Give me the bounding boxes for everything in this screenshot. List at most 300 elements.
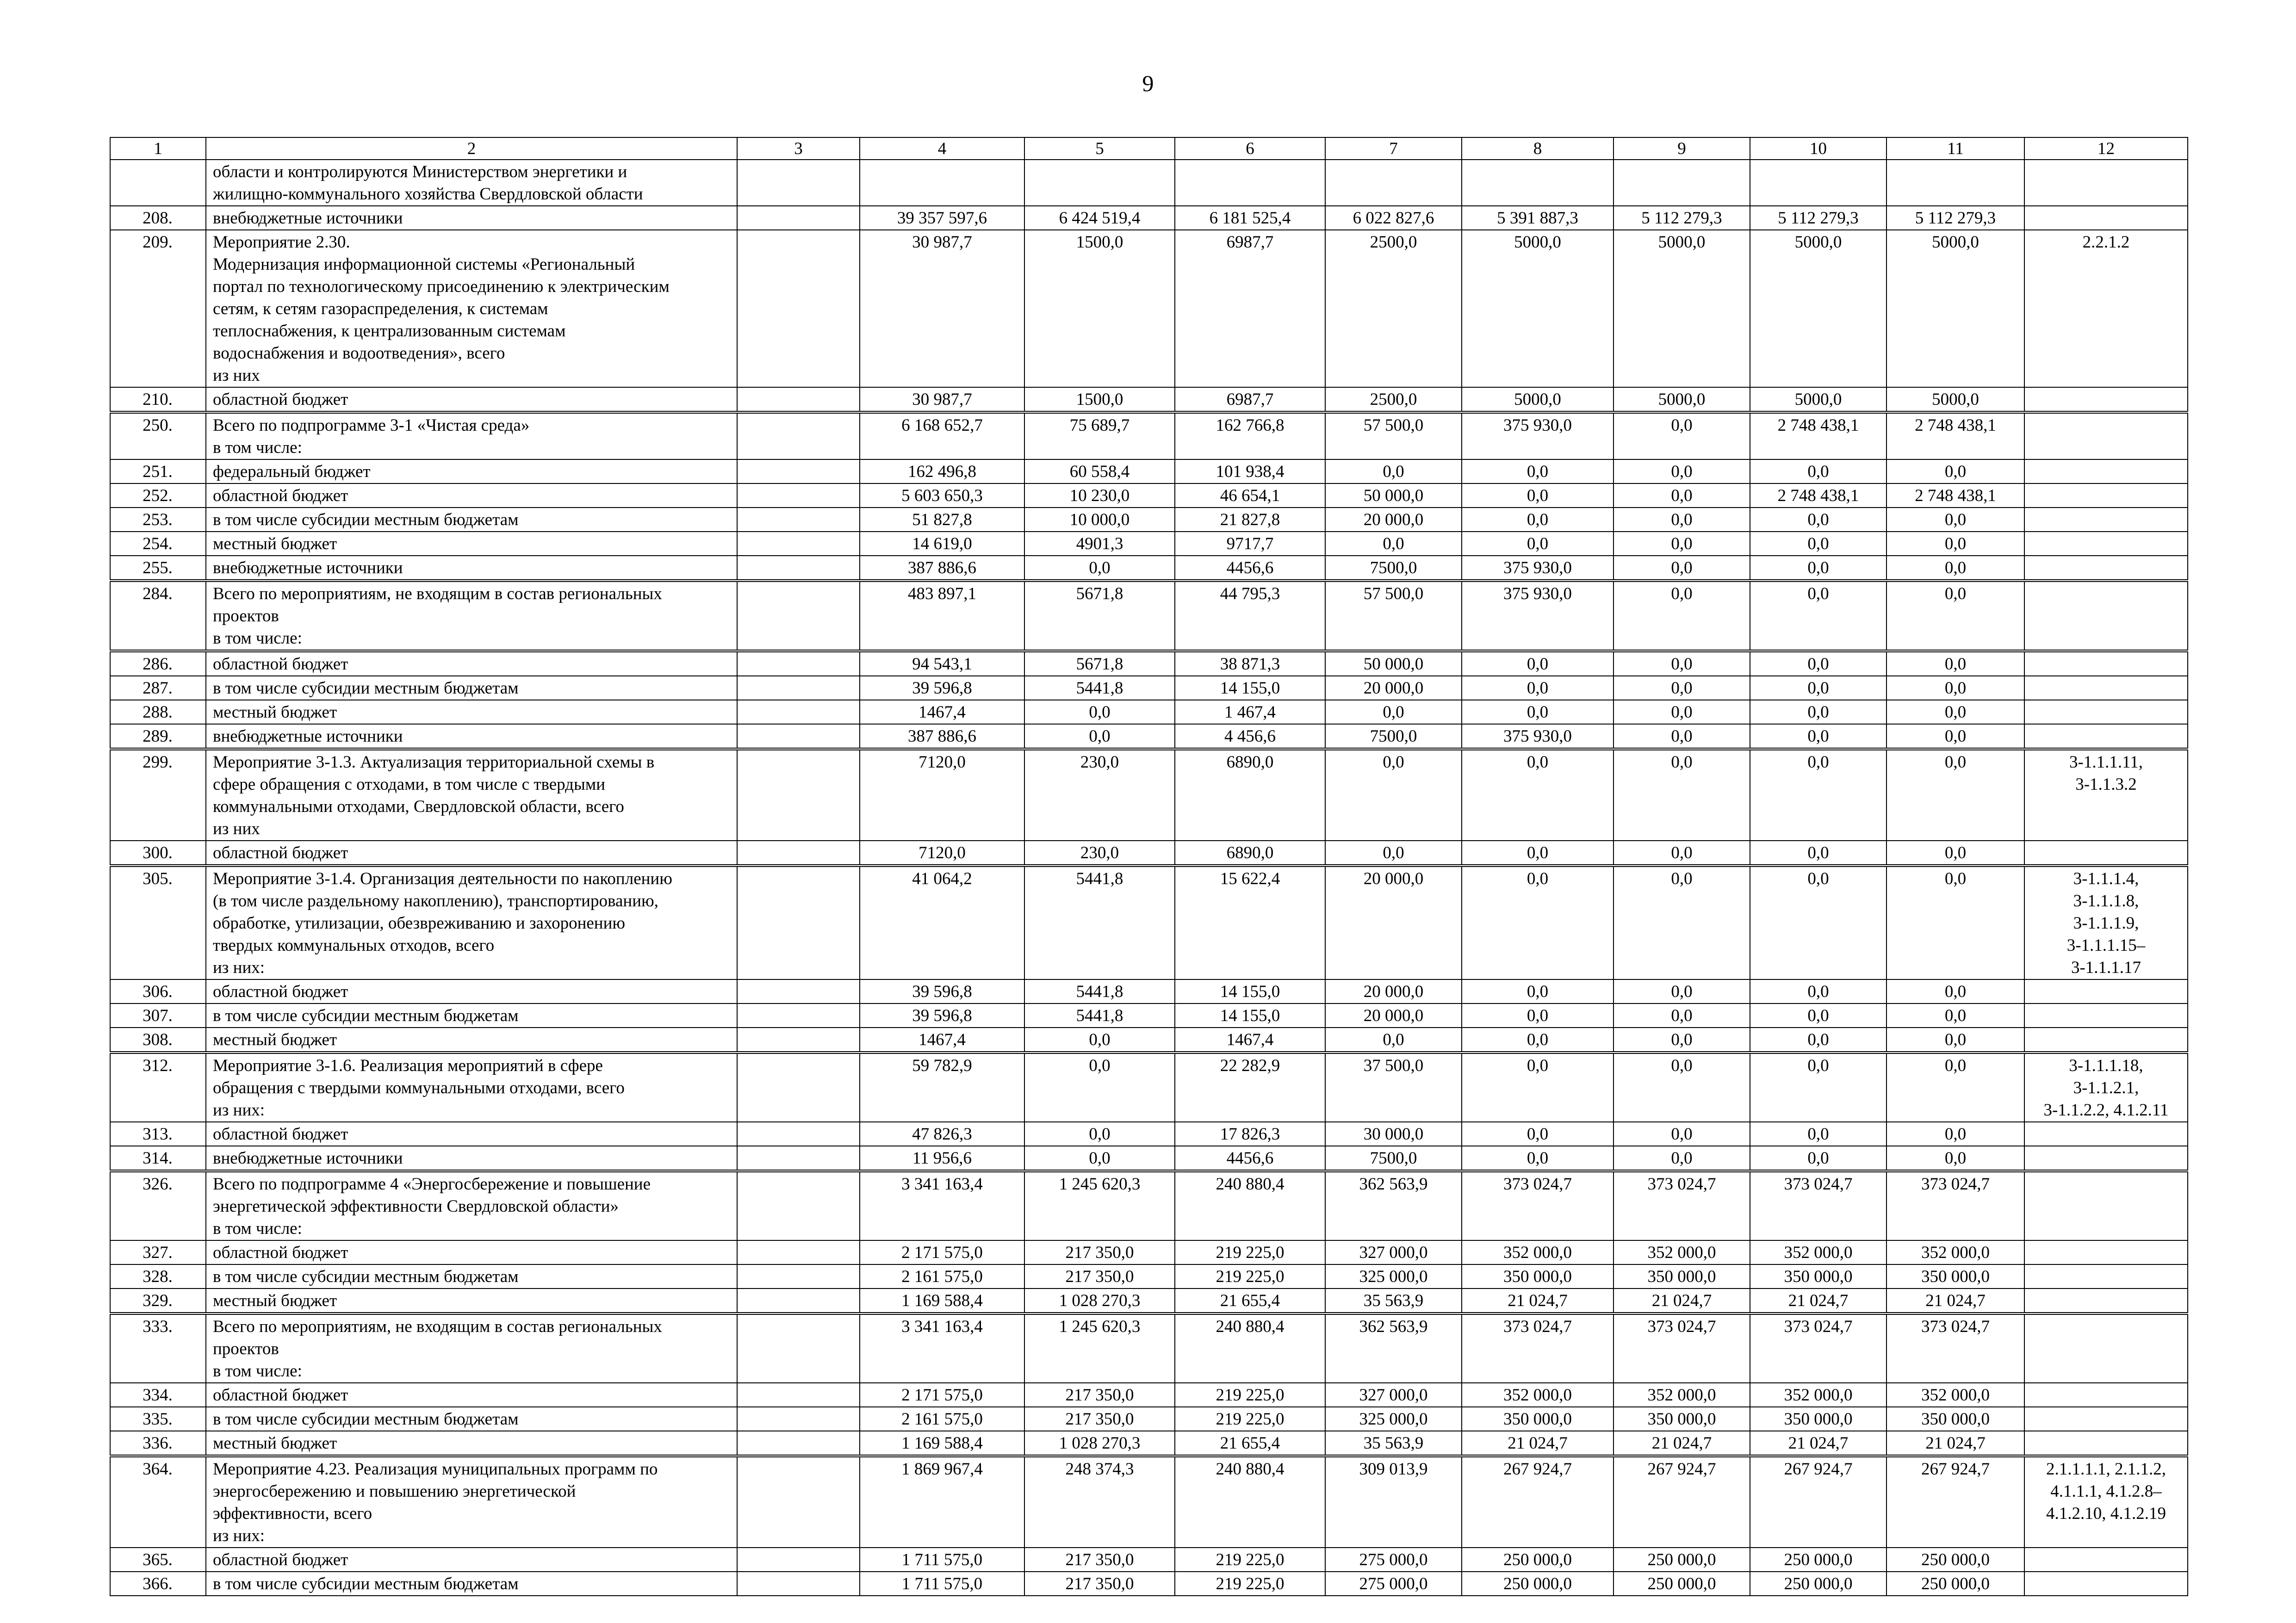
value-cell: 0,0 <box>1886 1004 2024 1028</box>
column-3-cell <box>737 1028 860 1053</box>
value-cell: 2500,0 <box>1325 230 1462 387</box>
value-cell: 162 496,8 <box>860 459 1024 483</box>
value-cell: 6987,7 <box>1175 230 1325 387</box>
target-code: 3-1.1.1.11, 3-1.1.3.2 <box>2024 749 2188 841</box>
table-row <box>110 459 2188 483</box>
row-number: 314. <box>110 1146 206 1171</box>
table-row <box>110 1264 2188 1288</box>
value-cell: 0,0 <box>1462 651 1613 676</box>
value-cell: 373 024,7 <box>1750 1313 1886 1383</box>
value-cell: 325 000,0 <box>1325 1407 1462 1431</box>
value-cell: 0,0 <box>1613 979 1750 1004</box>
value-cell: 5441,8 <box>1024 1004 1175 1028</box>
value-cell: 94 543,1 <box>860 651 1024 676</box>
value-cell: 0,0 <box>1750 508 1886 532</box>
value-cell: 0,0 <box>1886 1122 2024 1146</box>
row-number: 210. <box>110 387 206 412</box>
value-cell: 2500,0 <box>1325 387 1462 412</box>
table-row <box>110 508 2188 532</box>
value-cell: 0,0 <box>1886 676 2024 700</box>
value-cell: 0,0 <box>1462 1053 1613 1122</box>
target-code <box>2024 1028 2188 1053</box>
value-cell: 0,0 <box>1886 724 2024 749</box>
value-cell: 5000,0 <box>1750 230 1886 387</box>
value-cell: 0,0 <box>1325 459 1462 483</box>
row-name: внебюджетные источники <box>206 724 737 749</box>
table-row <box>110 724 2188 749</box>
target-code <box>2024 700 2188 724</box>
value-cell: 4 456,6 <box>1175 724 1325 749</box>
row-number: 254. <box>110 532 206 556</box>
value-cell: 325 000,0 <box>1325 1264 1462 1288</box>
target-code <box>2024 459 2188 483</box>
value-cell: 39 596,8 <box>860 676 1024 700</box>
value-cell: 0,0 <box>1750 651 1886 676</box>
row-number: 252. <box>110 483 206 508</box>
header-cell: 6 <box>1175 137 1325 160</box>
row-name: в том числе субсидии местным бюджетам <box>206 1572 737 1596</box>
value-cell: 0,0 <box>1462 459 1613 483</box>
table-row <box>110 1004 2188 1028</box>
value-cell: 0,0 <box>1325 700 1462 724</box>
table-row <box>110 1028 2188 1053</box>
value-cell: 51 827,8 <box>860 508 1024 532</box>
table-row <box>110 556 2188 581</box>
row-name: внебюджетные источники <box>206 1146 737 1171</box>
row-name: Всего по мероприятиям, не входящим в состав региональных проектов в том числе: <box>206 581 737 651</box>
row-number: 209. <box>110 230 206 387</box>
value-cell: 30 000,0 <box>1325 1122 1462 1146</box>
value-cell: 217 350,0 <box>1024 1264 1175 1288</box>
value-cell: 352 000,0 <box>1462 1240 1613 1264</box>
table-row <box>110 1407 2188 1431</box>
column-3-cell <box>737 841 860 866</box>
value-cell: 0,0 <box>1886 508 2024 532</box>
row-name: области и контролируются Министерством энергетики и жилищно-коммунального хозяйства Свердловской области <box>206 160 737 206</box>
value-cell: 5000,0 <box>1750 387 1886 412</box>
target-code <box>2024 387 2188 412</box>
value-cell: 20 000,0 <box>1325 676 1462 700</box>
value-cell: 3 341 163,4 <box>860 1313 1024 1383</box>
value-cell: 0,0 <box>1024 556 1175 581</box>
row-number <box>110 160 206 206</box>
value-cell: 352 000,0 <box>1750 1383 1886 1407</box>
value-cell: 0,0 <box>1462 979 1613 1004</box>
value-cell <box>1886 160 2024 206</box>
value-cell: 0,0 <box>1750 1122 1886 1146</box>
value-cell: 219 225,0 <box>1175 1572 1325 1596</box>
row-number: 308. <box>110 1028 206 1053</box>
value-cell: 0,0 <box>1462 532 1613 556</box>
value-cell: 352 000,0 <box>1886 1383 2024 1407</box>
value-cell: 0,0 <box>1886 700 2024 724</box>
column-3-cell <box>737 1240 860 1264</box>
value-cell: 0,0 <box>1886 749 2024 841</box>
value-cell: 0,0 <box>1462 749 1613 841</box>
value-cell: 15 622,4 <box>1175 866 1325 979</box>
value-cell <box>1325 160 1462 206</box>
value-cell: 1467,4 <box>860 700 1024 724</box>
target-code <box>2024 532 2188 556</box>
value-cell: 5 391 887,3 <box>1462 206 1613 230</box>
table-row <box>110 866 2188 979</box>
row-number: 366. <box>110 1572 206 1596</box>
table-row <box>110 581 2188 651</box>
value-cell: 5441,8 <box>1024 676 1175 700</box>
target-code <box>2024 581 2188 651</box>
table-row <box>110 700 2188 724</box>
target-code <box>2024 1407 2188 1431</box>
value-cell: 5671,8 <box>1024 651 1175 676</box>
target-code <box>2024 1004 2188 1028</box>
value-cell: 0,0 <box>1613 676 1750 700</box>
value-cell: 0,0 <box>1886 1146 2024 1171</box>
value-cell: 275 000,0 <box>1325 1572 1462 1596</box>
row-number: 251. <box>110 459 206 483</box>
value-cell: 1 245 620,3 <box>1024 1313 1175 1383</box>
value-cell: 0,0 <box>1613 700 1750 724</box>
column-3-cell <box>737 1548 860 1572</box>
value-cell: 1467,4 <box>860 1028 1024 1053</box>
column-3-cell <box>737 1171 860 1240</box>
table-row <box>110 1572 2188 1596</box>
value-cell: 9717,7 <box>1175 532 1325 556</box>
header-cell: 2 <box>206 137 737 160</box>
value-cell: 6 181 525,4 <box>1175 206 1325 230</box>
value-cell: 0,0 <box>1613 866 1750 979</box>
value-cell: 1 028 270,3 <box>1024 1288 1175 1313</box>
target-code <box>2024 412 2188 459</box>
target-code: 3-1.1.1.18, 3-1.1.2.1, 3-1.1.2.2, 4.1.2.11 <box>2024 1053 2188 1122</box>
value-cell: 0,0 <box>1750 1004 1886 1028</box>
value-cell: 0,0 <box>1462 1146 1613 1171</box>
column-3-cell <box>737 1146 860 1171</box>
column-3-cell <box>737 979 860 1004</box>
value-cell: 7120,0 <box>860 749 1024 841</box>
value-cell: 35 563,9 <box>1325 1431 1462 1456</box>
row-number: 335. <box>110 1407 206 1431</box>
value-cell: 0,0 <box>1750 979 1886 1004</box>
target-code <box>2024 1431 2188 1456</box>
value-cell: 250 000,0 <box>1462 1572 1613 1596</box>
header-row <box>110 137 2188 160</box>
header-cell: 3 <box>737 137 860 160</box>
value-cell: 2 171 575,0 <box>860 1240 1024 1264</box>
value-cell: 219 225,0 <box>1175 1264 1325 1288</box>
value-cell: 6987,7 <box>1175 387 1325 412</box>
target-code <box>2024 979 2188 1004</box>
value-cell: 0,0 <box>1613 1053 1750 1122</box>
header-cell: 7 <box>1325 137 1462 160</box>
value-cell: 0,0 <box>1613 749 1750 841</box>
value-cell: 0,0 <box>1613 1122 1750 1146</box>
value-cell: 0,0 <box>1613 581 1750 651</box>
table-row <box>110 483 2188 508</box>
row-name: областной бюджет <box>206 1122 737 1146</box>
value-cell: 10 230,0 <box>1024 483 1175 508</box>
target-code: 2.2.1.2 <box>2024 230 2188 387</box>
value-cell: 0,0 <box>1325 841 1462 866</box>
value-cell: 352 000,0 <box>1613 1240 1750 1264</box>
value-cell: 20 000,0 <box>1325 866 1462 979</box>
value-cell: 21 655,4 <box>1175 1288 1325 1313</box>
target-code <box>2024 1572 2188 1596</box>
value-cell: 21 024,7 <box>1462 1431 1613 1456</box>
table-row <box>110 1171 2188 1240</box>
value-cell: 373 024,7 <box>1613 1313 1750 1383</box>
row-name: местный бюджет <box>206 532 737 556</box>
value-cell: 0,0 <box>1886 651 2024 676</box>
value-cell: 217 350,0 <box>1024 1383 1175 1407</box>
value-cell: 0,0 <box>1613 459 1750 483</box>
row-number: 313. <box>110 1122 206 1146</box>
value-cell: 1 869 967,4 <box>860 1456 1024 1548</box>
value-cell: 267 924,7 <box>1750 1456 1886 1548</box>
value-cell <box>1024 160 1175 206</box>
value-cell: 0,0 <box>1750 676 1886 700</box>
value-cell: 373 024,7 <box>1613 1171 1750 1240</box>
value-cell: 101 938,4 <box>1175 459 1325 483</box>
value-cell: 50 000,0 <box>1325 651 1462 676</box>
value-cell: 350 000,0 <box>1462 1264 1613 1288</box>
table-row <box>110 1313 2188 1383</box>
value-cell: 5671,8 <box>1024 581 1175 651</box>
value-cell: 7120,0 <box>860 841 1024 866</box>
row-name: в том числе субсидии местным бюджетам <box>206 508 737 532</box>
table-row <box>110 1240 2188 1264</box>
row-name: областной бюджет <box>206 483 737 508</box>
row-number: 365. <box>110 1548 206 1572</box>
value-cell: 375 930,0 <box>1462 581 1613 651</box>
value-cell: 250 000,0 <box>1613 1572 1750 1596</box>
row-name: в том числе субсидии местным бюджетам <box>206 676 737 700</box>
column-3-cell <box>737 206 860 230</box>
column-3-cell <box>737 749 860 841</box>
row-name: федеральный бюджет <box>206 459 737 483</box>
target-code <box>2024 1288 2188 1313</box>
table-row <box>110 749 2188 841</box>
value-cell: 20 000,0 <box>1325 1004 1462 1028</box>
row-name: Всего по подпрограмме 3-1 «Чистая среда» в том числе: <box>206 412 737 459</box>
value-cell: 230,0 <box>1024 749 1175 841</box>
value-cell: 50 000,0 <box>1325 483 1462 508</box>
value-cell: 5000,0 <box>1886 230 2024 387</box>
target-code <box>2024 160 2188 206</box>
value-cell: 352 000,0 <box>1750 1240 1886 1264</box>
target-code <box>2024 1171 2188 1240</box>
target-code <box>2024 1548 2188 1572</box>
row-number: 208. <box>110 206 206 230</box>
row-name: внебюджетные источники <box>206 206 737 230</box>
value-cell: 4456,6 <box>1175 1146 1325 1171</box>
value-cell: 362 563,9 <box>1325 1313 1462 1383</box>
column-3-cell <box>737 1288 860 1313</box>
value-cell: 0,0 <box>1462 700 1613 724</box>
value-cell: 6 168 652,7 <box>860 412 1024 459</box>
value-cell: 4901,3 <box>1024 532 1175 556</box>
value-cell: 75 689,7 <box>1024 412 1175 459</box>
value-cell: 0,0 <box>1613 412 1750 459</box>
value-cell: 14 155,0 <box>1175 979 1325 1004</box>
column-3-cell <box>737 1313 860 1383</box>
column-3-cell <box>737 532 860 556</box>
column-3-cell <box>737 1456 860 1548</box>
header-cell: 10 <box>1750 137 1886 160</box>
value-cell: 375 930,0 <box>1462 412 1613 459</box>
column-3-cell <box>737 1407 860 1431</box>
value-cell: 0,0 <box>1750 459 1886 483</box>
value-cell: 21 024,7 <box>1613 1431 1750 1456</box>
page-number: 9 <box>1142 70 1154 96</box>
value-cell: 1 467,4 <box>1175 700 1325 724</box>
value-cell: 350 000,0 <box>1750 1407 1886 1431</box>
value-cell: 0,0 <box>1462 1028 1613 1053</box>
value-cell: 14 155,0 <box>1175 676 1325 700</box>
header-cell: 1 <box>110 137 206 160</box>
column-3-cell <box>737 1264 860 1288</box>
value-cell: 0,0 <box>1750 841 1886 866</box>
target-code <box>2024 483 2188 508</box>
value-cell: 267 924,7 <box>1613 1456 1750 1548</box>
value-cell: 0,0 <box>1613 556 1750 581</box>
target-code <box>2024 676 2188 700</box>
value-cell: 1 169 588,4 <box>860 1431 1024 1456</box>
value-cell: 47 826,3 <box>860 1122 1024 1146</box>
value-cell: 1 711 575,0 <box>860 1548 1024 1572</box>
row-name: Всего по подпрограмме 4 «Энергосбережение и повышение энергетической эффективности Свердловской области» в том числе: <box>206 1171 737 1240</box>
value-cell: 22 282,9 <box>1175 1053 1325 1122</box>
value-cell: 373 024,7 <box>1886 1171 2024 1240</box>
value-cell: 0,0 <box>1462 1122 1613 1146</box>
row-name: в том числе субсидии местным бюджетам <box>206 1004 737 1028</box>
column-3-cell <box>737 676 860 700</box>
column-3-cell <box>737 230 860 387</box>
row-name: областной бюджет <box>206 387 737 412</box>
value-cell: 39 357 597,6 <box>860 206 1024 230</box>
value-cell: 21 827,8 <box>1175 508 1325 532</box>
row-name: в том числе субсидии местным бюджетам <box>206 1407 737 1431</box>
value-cell: 5 112 279,3 <box>1750 206 1886 230</box>
value-cell: 0,0 <box>1613 841 1750 866</box>
value-cell <box>1462 160 1613 206</box>
value-cell: 483 897,1 <box>860 581 1024 651</box>
value-cell: 0,0 <box>1886 979 2024 1004</box>
column-3-cell <box>737 581 860 651</box>
value-cell: 0,0 <box>1886 866 2024 979</box>
row-name: местный бюджет <box>206 1288 737 1313</box>
value-cell: 373 024,7 <box>1462 1313 1613 1383</box>
value-cell: 2 748 438,1 <box>1886 412 2024 459</box>
row-name: Мероприятие 2.30. Модернизация информационной системы «Региональный портал по технологическому присоединению к электрическим сетям, к сетям газораспределения, к системам теплоснабжения, к централизованным системам водоснабжения и водоотведения», всего из них <box>206 230 737 387</box>
value-cell: 350 000,0 <box>1886 1264 2024 1288</box>
value-cell: 0,0 <box>1750 724 1886 749</box>
value-cell <box>1750 160 1886 206</box>
column-3-cell <box>737 1572 860 1596</box>
target-code <box>2024 1146 2188 1171</box>
value-cell: 375 930,0 <box>1462 556 1613 581</box>
table-row <box>110 1548 2188 1572</box>
column-3-cell <box>737 1383 860 1407</box>
value-cell: 0,0 <box>1024 1122 1175 1146</box>
value-cell: 327 000,0 <box>1325 1383 1462 1407</box>
value-cell: 219 225,0 <box>1175 1548 1325 1572</box>
value-cell: 0,0 <box>1024 1028 1175 1053</box>
value-cell: 21 655,4 <box>1175 1431 1325 1456</box>
value-cell: 38 871,3 <box>1175 651 1325 676</box>
column-3-cell <box>737 1431 860 1456</box>
column-3-cell <box>737 724 860 749</box>
value-cell: 0,0 <box>1750 1028 1886 1053</box>
row-name: областной бюджет <box>206 1548 737 1572</box>
table-row <box>110 1122 2188 1146</box>
value-cell: 352 000,0 <box>1886 1240 2024 1264</box>
value-cell: 2 748 438,1 <box>1886 483 2024 508</box>
value-cell: 375 930,0 <box>1462 724 1613 749</box>
row-name: местный бюджет <box>206 1028 737 1053</box>
value-cell: 0,0 <box>1462 841 1613 866</box>
row-number: 287. <box>110 676 206 700</box>
table-row <box>110 1146 2188 1171</box>
value-cell: 46 654,1 <box>1175 483 1325 508</box>
target-code <box>2024 206 2188 230</box>
table-row <box>110 651 2188 676</box>
value-cell: 2 748 438,1 <box>1750 412 1886 459</box>
row-name: Всего по мероприятиям, не входящим в состав региональных проектов в том числе: <box>206 1313 737 1383</box>
target-code <box>2024 841 2188 866</box>
value-cell: 11 956,6 <box>860 1146 1024 1171</box>
value-cell: 275 000,0 <box>1325 1548 1462 1572</box>
value-cell: 1467,4 <box>1175 1028 1325 1053</box>
value-cell: 373 024,7 <box>1462 1171 1613 1240</box>
value-cell: 5 112 279,3 <box>1613 206 1750 230</box>
value-cell: 0,0 <box>1024 1146 1175 1171</box>
value-cell: 0,0 <box>1886 459 2024 483</box>
row-name: областной бюджет <box>206 841 737 866</box>
value-cell: 6890,0 <box>1175 749 1325 841</box>
target-code: 2.1.1.1.1, 2.1.1.2, 4.1.1.1, 4.1.2.8– 4.1.2.10, 4.1.2.19 <box>2024 1456 2188 1548</box>
target-code <box>2024 1264 2188 1288</box>
value-cell: 1 245 620,3 <box>1024 1171 1175 1240</box>
value-cell: 0,0 <box>1750 532 1886 556</box>
value-cell: 250 000,0 <box>1750 1548 1886 1572</box>
row-number: 329. <box>110 1288 206 1313</box>
value-cell: 2 161 575,0 <box>860 1264 1024 1288</box>
value-cell: 0,0 <box>1613 508 1750 532</box>
value-cell: 352 000,0 <box>1462 1383 1613 1407</box>
value-cell: 60 558,4 <box>1024 459 1175 483</box>
value-cell: 5000,0 <box>1613 387 1750 412</box>
value-cell: 0,0 <box>1886 556 2024 581</box>
row-name: Мероприятие 3-1.3. Актуализация территориальной схемы в сфере обращения с отходами, в том числе с твердыми коммунальными отходами, Свердловской области, всего из них <box>206 749 737 841</box>
header-cell: 9 <box>1613 137 1750 160</box>
table-row <box>110 1383 2188 1407</box>
value-cell: 250 000,0 <box>1613 1548 1750 1572</box>
value-cell: 6 022 827,6 <box>1325 206 1462 230</box>
target-code <box>2024 556 2188 581</box>
value-cell: 39 596,8 <box>860 979 1024 1004</box>
row-name: Мероприятие 3-1.6. Реализация мероприятий в сфере обращения с твердыми коммунальными отходами, всего из них: <box>206 1053 737 1122</box>
column-3-cell <box>737 556 860 581</box>
value-cell <box>860 160 1024 206</box>
target-code <box>2024 508 2188 532</box>
table-row <box>110 841 2188 866</box>
value-cell: 0,0 <box>1462 676 1613 700</box>
row-number: 255. <box>110 556 206 581</box>
table-row <box>110 387 2188 412</box>
row-number: 284. <box>110 581 206 651</box>
value-cell: 14 619,0 <box>860 532 1024 556</box>
value-cell: 217 350,0 <box>1024 1548 1175 1572</box>
